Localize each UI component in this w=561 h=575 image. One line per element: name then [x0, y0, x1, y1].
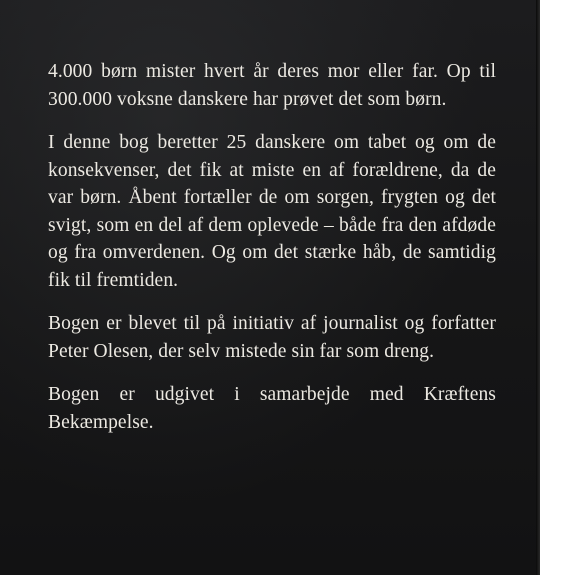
- blurb-text: [48, 58, 496, 436]
- cover-edge: [536, 0, 540, 575]
- blurb-paragraph-publisher: Bogen er udgivet i samarbejde med Kræftens Bekæmpelse.: [48, 384, 496, 433]
- blurb-paragraph-author: Bogen er blevet til på initiativ af journalist og forfatter Peter Olesen, der selv mistede sin far som dreng.: [48, 313, 496, 362]
- blurb-paragraph-statistics: 4.000 børn mister hvert år deres mor eller far. Op til 300.000 voksne danskere har prøvet det som børn.: [48, 61, 496, 110]
- blurb-paragraph-description: I denne bog beretter 25 danskere om tabet og om de konsekvenser, det fik at miste en af forældrene, da de var børn. Åbent fortæller de om sorgen, frygten og det svigt, som en del af dem oplevede – både fra den afdøde og fra omverdenen. Og om det stærke håb, de samtidig fik til fremtiden.: [48, 132, 496, 291]
